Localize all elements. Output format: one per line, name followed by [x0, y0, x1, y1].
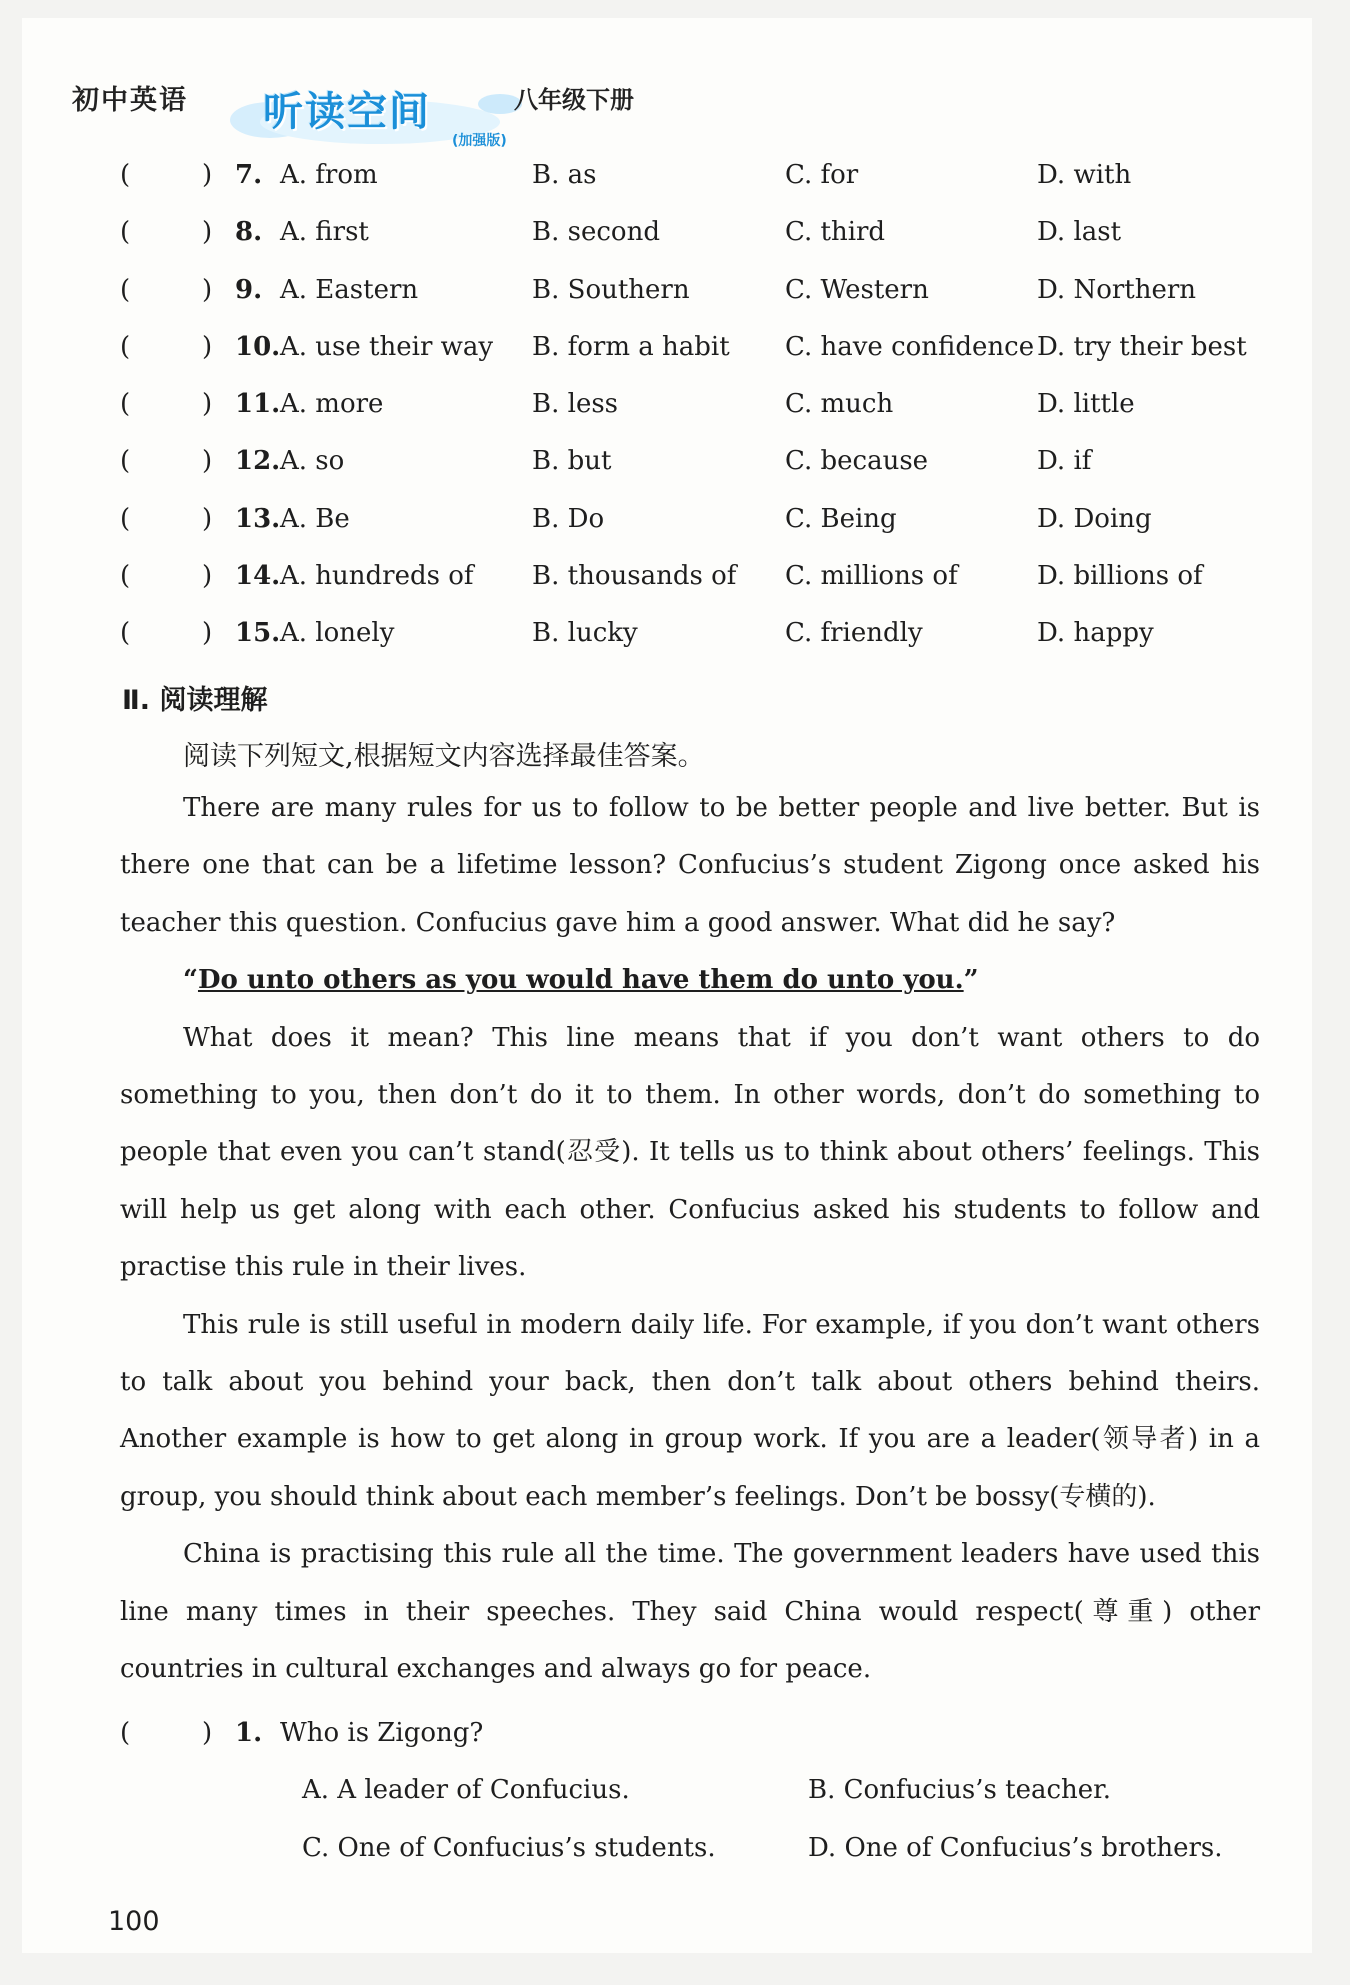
question-text: Who is Zigong?	[280, 1718, 484, 1748]
question-number: 7.	[235, 160, 263, 190]
option-a: A. first	[280, 217, 369, 248]
answer-paren-open: (	[120, 618, 131, 649]
option-d: D. Doing	[1037, 503, 1152, 534]
question-number: 15.	[235, 618, 281, 649]
passage-paragraph-4: China is practising this rule all the time. The government leaders have used this line many times in their speeches. They said China would respect(尊重) other countries in cultural exchanges and always go for peace.	[120, 1539, 1260, 1685]
option-b: B. lucky	[532, 618, 638, 649]
option-d: D. happy	[1037, 618, 1154, 649]
answer-paren-close: )	[202, 503, 213, 534]
option-a: A. A leader of Confucius.	[302, 1775, 630, 1805]
cloze-row-13	[22, 494, 1312, 551]
option-a: A. from	[280, 160, 378, 190]
answer-paren-close: )	[202, 160, 213, 190]
option-a: A. hundreds of	[280, 561, 474, 592]
edition-label: (加强版)	[452, 133, 507, 149]
option-a: A. lonely	[280, 618, 395, 649]
question-number: 1.	[235, 1718, 263, 1748]
answer-paren-open: (	[120, 160, 131, 190]
option-b: B. as	[532, 160, 597, 190]
option-b: B. Do	[532, 503, 605, 534]
option-b: B. less	[532, 389, 619, 420]
passage-quote	[120, 952, 1260, 1009]
cloze-row-7	[22, 150, 1312, 207]
answer-paren-close: )	[202, 274, 213, 305]
option-a: A. more	[280, 389, 384, 420]
question-stem	[120, 1718, 1260, 1768]
answer-paren-open: (	[120, 217, 131, 248]
grade-label: 八年级下册	[514, 86, 634, 114]
answer-paren-open: (	[120, 503, 131, 534]
option-c: C. much	[785, 389, 894, 420]
option-c: C. friendly	[785, 618, 923, 649]
option-d: D. last	[1037, 217, 1122, 248]
option-c: C. have confidence	[785, 331, 1035, 362]
option-b: B. form a habit	[532, 331, 730, 362]
option-a: A. Eastern	[280, 274, 419, 305]
answer-paren-close: )	[202, 446, 213, 477]
quote-text: Do unto others as you would have them do unto you.	[197, 965, 964, 996]
question-number: 10.	[235, 331, 281, 362]
worksheet-page	[22, 18, 1312, 1953]
option-c: C. millions of	[785, 561, 958, 592]
answer-paren-close: )	[202, 331, 213, 362]
answer-paren-open: (	[120, 561, 131, 592]
reading-question-1	[120, 1718, 1260, 1768]
option-c: C. for	[785, 160, 859, 190]
option-d: D. One of Confucius’s brothers.	[808, 1833, 1223, 1863]
option-a: A. so	[280, 446, 345, 477]
option-a: A. Be	[280, 503, 350, 534]
series-title: 听读空间	[263, 89, 431, 135]
passage-paragraph-2: What does it mean? This line means that if you don’t want others to do something to you, then don’t do it to them. In other words, don’t do something to people that even you can’t stand(忍受). It tells us to think about others’ feelings. This will help us get along with each other. Confucius asked his students to follow and practise this rule in their lives.	[120, 1022, 1260, 1283]
answer-paren-open: (	[120, 389, 131, 420]
page-number: 100	[108, 1906, 160, 1937]
section-title: Ⅱ. 阅读理解	[122, 685, 268, 716]
passage-paragraph-1: There are many rules for us to follow to be better people and live better. But is there one that can be a lifetime lesson? Confucius’s student Zigong once asked his teacher this question. Confucius gave him a good answer. What did he say?	[120, 793, 1260, 938]
reading-passage	[120, 780, 1260, 1699]
quote-close-mark: ”	[963, 965, 979, 996]
option-a: A. use their way	[280, 331, 494, 362]
answer-paren-open: (	[120, 446, 131, 477]
cloze-row-11	[22, 379, 1312, 436]
answer-paren-open: (	[120, 1718, 131, 1748]
question-number: 13.	[235, 503, 281, 534]
option-c: C. because	[785, 446, 929, 477]
option-d: D. billions of	[1037, 561, 1203, 592]
book-name: 初中英语	[72, 85, 188, 116]
option-b: B. second	[532, 217, 660, 248]
option-d: D. if	[1037, 446, 1092, 477]
answer-paren-close: )	[202, 389, 213, 420]
option-c: C. third	[785, 217, 886, 248]
option-d: D. little	[1037, 389, 1135, 420]
section-instructions: 阅读下列短文,根据短文内容选择最佳答案。	[183, 741, 705, 772]
option-c: C. One of Confucius’s students.	[302, 1833, 716, 1863]
option-b: B. Confucius’s teacher.	[808, 1775, 1111, 1805]
series-logo	[230, 62, 540, 147]
answer-paren-close: )	[202, 1718, 213, 1748]
page-header	[22, 18, 1312, 148]
question-number: 14.	[235, 561, 281, 592]
option-d: D. try their best	[1037, 331, 1247, 362]
cloze-row-8	[22, 207, 1312, 264]
option-b: B. but	[532, 446, 612, 477]
option-b: B. Southern	[532, 274, 690, 305]
cloze-row-14	[22, 551, 1312, 608]
question-number: 11.	[235, 389, 281, 420]
answer-paren-open: (	[120, 331, 131, 362]
option-c: C. Being	[785, 503, 897, 534]
cloze-row-10	[22, 322, 1312, 379]
option-b: B. thousands of	[532, 561, 737, 592]
answer-paren-open: (	[120, 274, 131, 305]
cloze-row-15	[22, 608, 1312, 665]
cloze-row-9	[22, 265, 1312, 322]
option-c: C. Western	[785, 274, 929, 305]
cloze-options-list	[22, 150, 1312, 666]
answer-paren-close: )	[202, 217, 213, 248]
question-number: 9.	[235, 274, 263, 305]
option-d: D. Northern	[1037, 274, 1197, 305]
question-number: 12.	[235, 446, 281, 477]
cloze-row-12	[22, 436, 1312, 493]
question-number: 8.	[235, 217, 263, 248]
passage-paragraph-3: This rule is still useful in modern daily life. For example, if you don’t want others to talk about you behind your back, then don’t talk about others behind theirs. Another example is how to get along in group work. If you are a leader(领导者) in a group, you should think about each member’s feelings. Don’t be bossy(专横的).	[120, 1309, 1260, 1512]
option-d: D. with	[1037, 160, 1132, 190]
quote-open-mark: “	[183, 965, 198, 996]
answer-paren-close: )	[202, 618, 213, 649]
answer-paren-close: )	[202, 561, 213, 592]
